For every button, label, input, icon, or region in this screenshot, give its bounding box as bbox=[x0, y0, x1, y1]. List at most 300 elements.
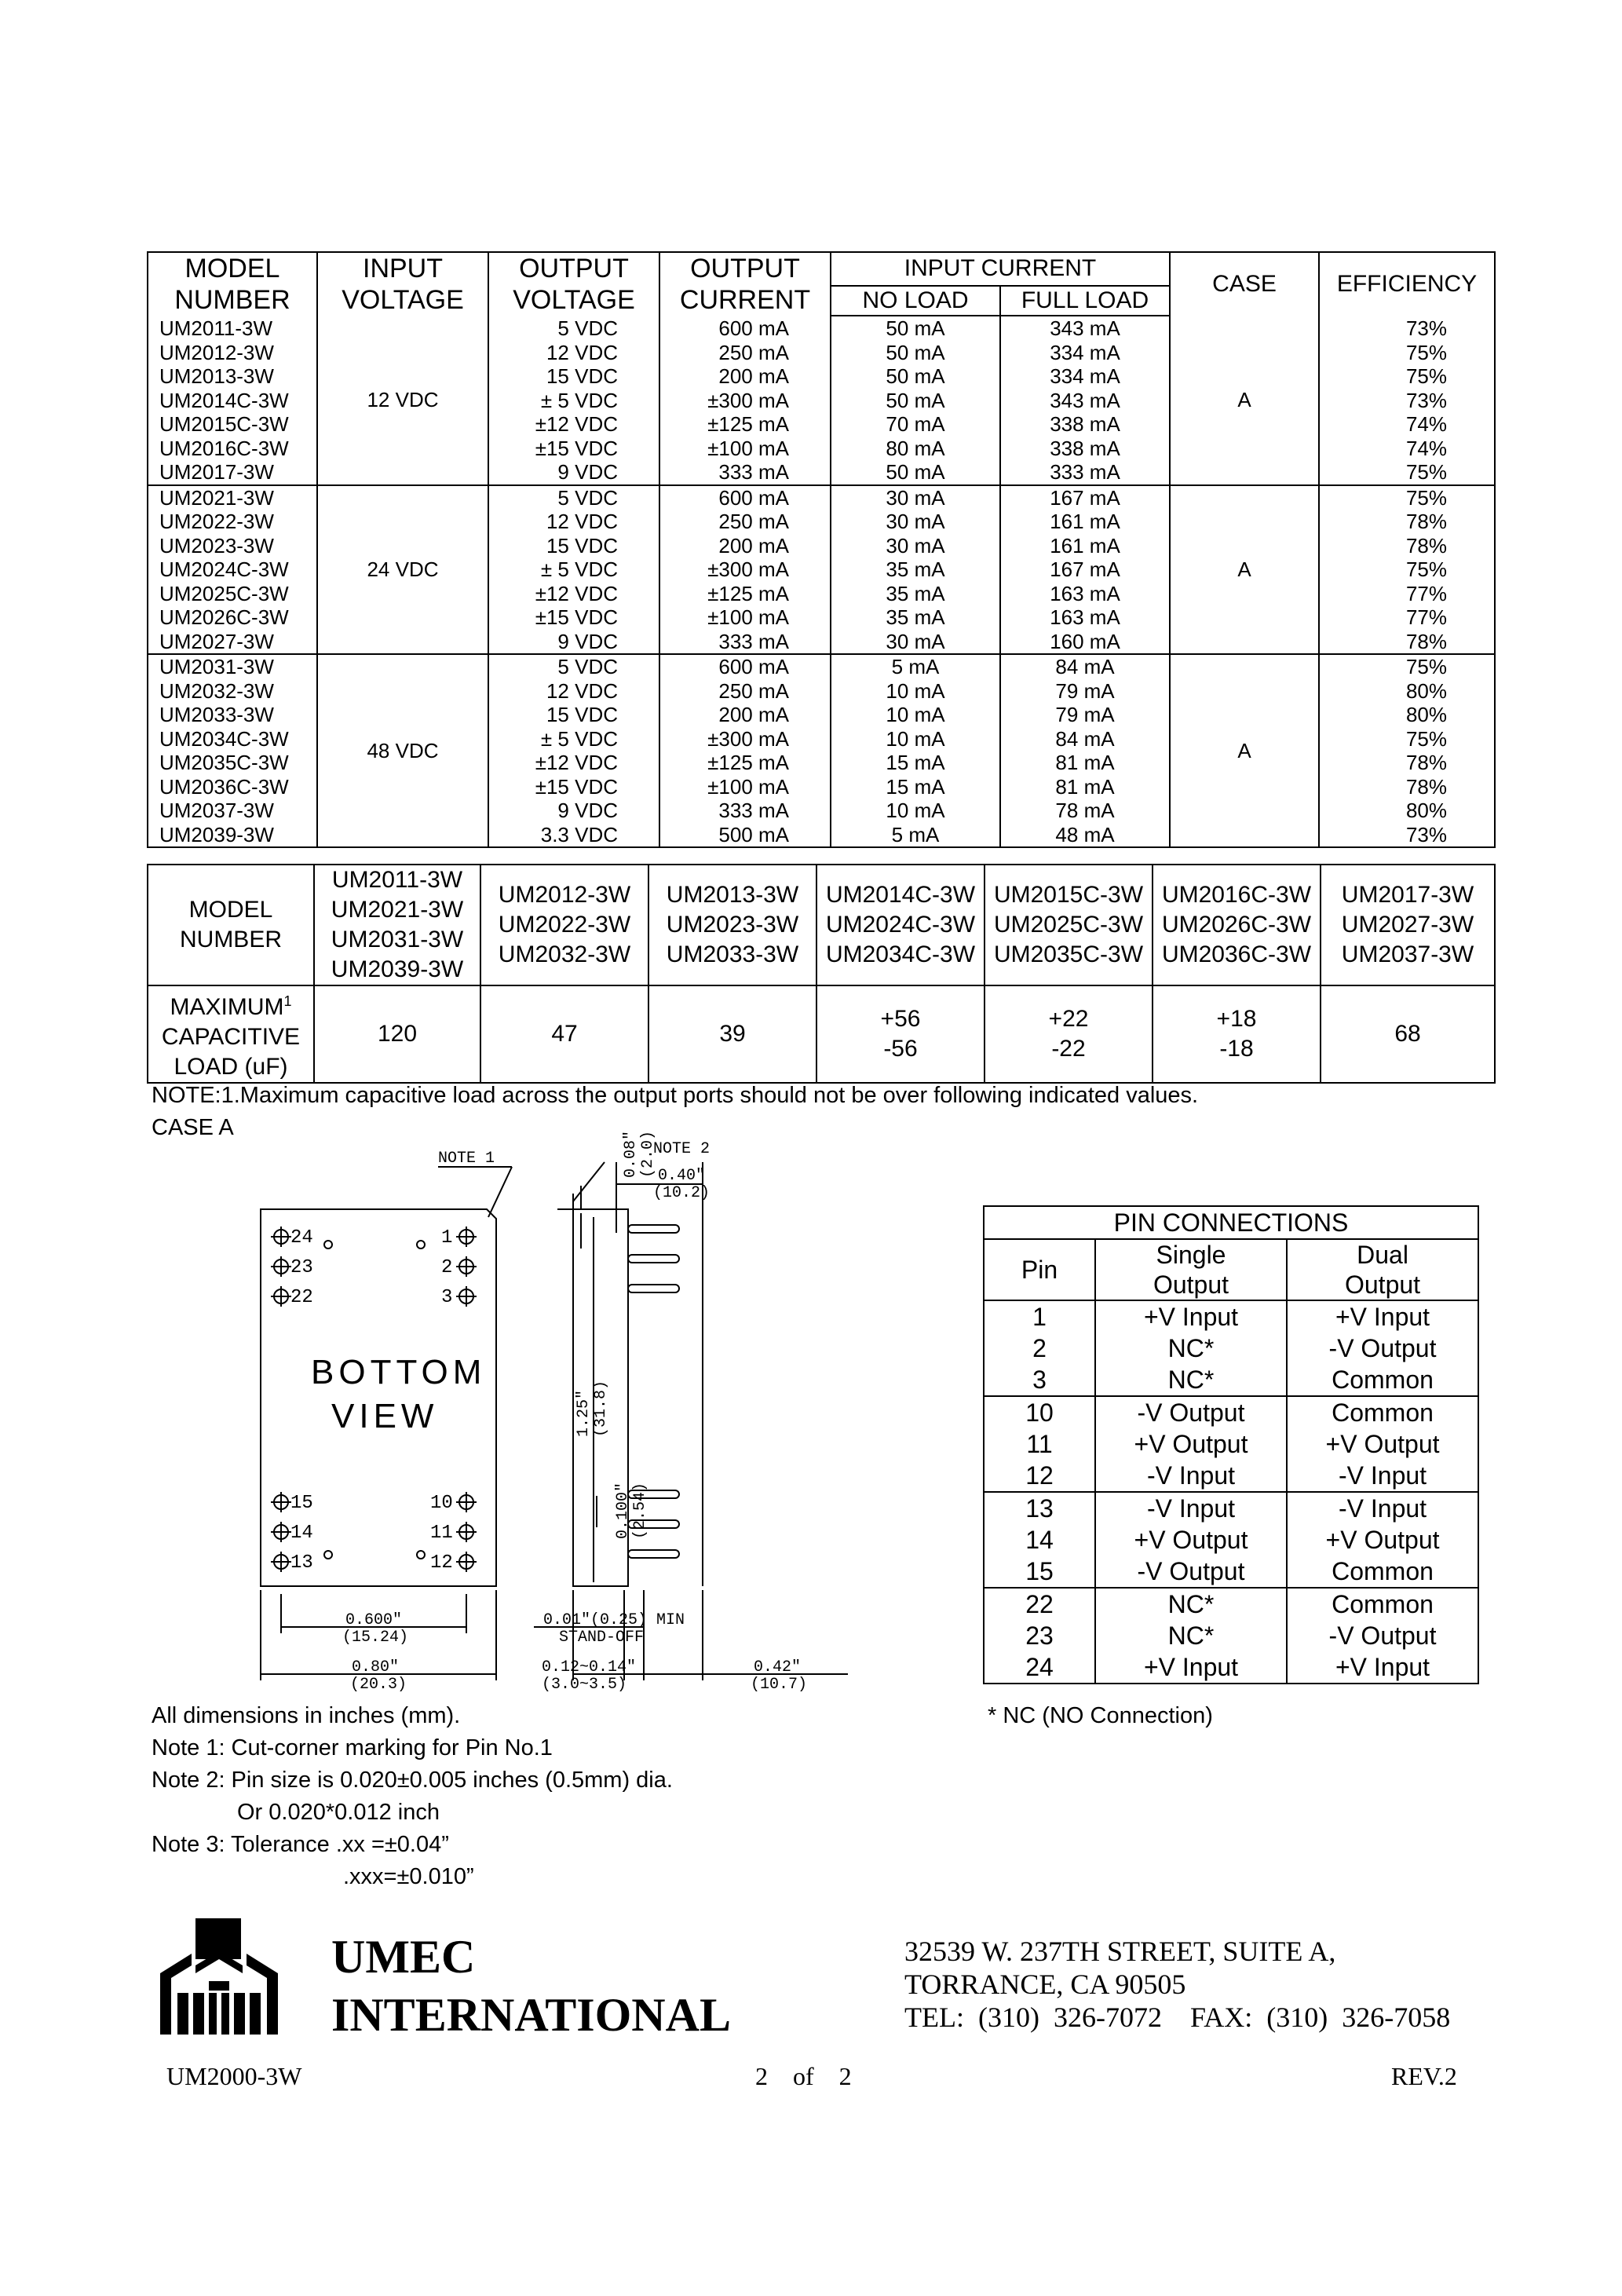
efficiency-cell: 78% bbox=[1319, 534, 1495, 558]
case-cell: A bbox=[1170, 316, 1319, 485]
pin-label-15: 15 bbox=[290, 1493, 313, 1514]
full-load-cell: 48 mA bbox=[1000, 823, 1170, 848]
pin-pin-cell: 23 bbox=[984, 1620, 1095, 1651]
efficiency-cell: 80% bbox=[1319, 703, 1495, 727]
no-load-cell: 50 mA bbox=[831, 316, 1000, 341]
table-row bbox=[984, 1524, 1478, 1556]
pin-dual-cell: Common bbox=[1287, 1396, 1478, 1428]
output-voltage-cell: 12 VDC bbox=[488, 341, 659, 365]
efficiency-cell: 75% bbox=[1319, 654, 1495, 679]
output-current-cell: 200 mA bbox=[659, 534, 831, 558]
cap-models-cell bbox=[648, 865, 816, 985]
efficiency-cell: 78% bbox=[1319, 751, 1495, 775]
table-row bbox=[984, 1460, 1478, 1492]
case-cell: A bbox=[1170, 485, 1319, 655]
no-load-cell: 35 mA bbox=[831, 582, 1000, 606]
output-voltage-cell: 9 VDC bbox=[488, 460, 659, 485]
cap-value-cell bbox=[480, 985, 648, 1083]
pin-label-3: 3 bbox=[441, 1287, 453, 1308]
company-name-1: UMEC bbox=[331, 1931, 476, 1983]
address-line-1: 32539 W. 237TH STREET, SUITE A, bbox=[904, 1936, 1336, 1967]
model-cell: UM2023-3W bbox=[148, 534, 317, 558]
model-cell: UM2016C-3W bbox=[148, 437, 317, 461]
dim-80: 0.80″ bbox=[352, 1658, 400, 1676]
no-load-cell: 10 mA bbox=[831, 799, 1000, 823]
output-current-cell: ±100 mA bbox=[659, 775, 831, 799]
model-cell: UM2011-3W bbox=[148, 316, 317, 341]
pin-pin-cell: 22 bbox=[984, 1588, 1095, 1620]
output-voltage-cell: 3.3 VDC bbox=[488, 823, 659, 848]
output-voltage-cell: ± 5 VDC bbox=[488, 389, 659, 413]
efficiency-cell: 73% bbox=[1319, 389, 1495, 413]
efficiency-cell: 75% bbox=[1319, 460, 1495, 485]
efficiency-cell: 80% bbox=[1319, 679, 1495, 704]
full-load-cell: 84 mA bbox=[1000, 654, 1170, 679]
cap-model: UM2034C-3W bbox=[825, 941, 976, 967]
cap-model: UM2033-3W bbox=[666, 941, 799, 967]
cap-model: UM2015C-3W bbox=[993, 882, 1144, 908]
output-current-cell: ±300 mA bbox=[659, 727, 831, 751]
efficiency-cell: 77% bbox=[1319, 582, 1495, 606]
table-row bbox=[984, 1300, 1478, 1333]
pin-single-cell: +V Output bbox=[1095, 1428, 1287, 1460]
pin-dual-cell: +V Input bbox=[1287, 1300, 1478, 1333]
model-cell: UM2033-3W bbox=[148, 703, 317, 727]
full-load-cell: 334 mA bbox=[1000, 341, 1170, 365]
efficiency-cell: 75% bbox=[1319, 727, 1495, 751]
no-load-cell: 10 mA bbox=[831, 703, 1000, 727]
output-current-cell: 600 mA bbox=[659, 316, 831, 341]
cap-model: UM2039-3W bbox=[331, 956, 464, 982]
dim-12mm: (3.0~3.5) bbox=[542, 1676, 627, 1694]
pin-single-cell: +V Input bbox=[1095, 1300, 1287, 1333]
page-number: 2 of 2 bbox=[755, 2062, 852, 2090]
pins-right-icons bbox=[456, 1227, 477, 1572]
no-load-cell: 10 mA bbox=[831, 679, 1000, 704]
output-current-cell: 250 mA bbox=[659, 510, 831, 534]
no-load-cell: 15 mA bbox=[831, 751, 1000, 775]
drawing-note1: NOTE 1 bbox=[438, 1150, 495, 1168]
pin-pin-cell: 11 bbox=[984, 1428, 1095, 1460]
cap-models-cell bbox=[816, 865, 985, 985]
cap-models-cell bbox=[480, 865, 648, 985]
hdr-output-voltage: OUTPUT VOLTAGE bbox=[488, 252, 659, 316]
pin-label-12: 12 bbox=[430, 1552, 453, 1574]
output-current-cell: 600 mA bbox=[659, 485, 831, 510]
output-voltage-cell: ± 5 VDC bbox=[488, 727, 659, 751]
full-load-cell: 161 mA bbox=[1000, 534, 1170, 558]
output-current-cell: ±100 mA bbox=[659, 605, 831, 630]
full-load-cell: 79 mA bbox=[1000, 703, 1170, 727]
output-current-cell: ±300 mA bbox=[659, 558, 831, 582]
efficiency-cell: 74% bbox=[1319, 437, 1495, 461]
pin-pin-cell: 10 bbox=[984, 1396, 1095, 1428]
pin-pin-cell: 24 bbox=[984, 1651, 1095, 1684]
output-voltage-cell: 5 VDC bbox=[488, 485, 659, 510]
pin-pin-cell: 12 bbox=[984, 1460, 1095, 1492]
note-3a: Note 3: Tolerance .xx =±0.04” bbox=[152, 1832, 449, 1857]
dim-100mm: (2.54) bbox=[631, 1482, 649, 1539]
output-current-cell: ±300 mA bbox=[659, 389, 831, 413]
output-voltage-cell: 5 VDC bbox=[488, 654, 659, 679]
output-current-cell: ±125 mA bbox=[659, 751, 831, 775]
bottom-text: BOTTOM bbox=[311, 1353, 487, 1391]
input-voltage-cell: 48 VDC bbox=[317, 654, 488, 847]
full-load-cell: 343 mA bbox=[1000, 389, 1170, 413]
note-2b: Or 0.020*0.012 inch bbox=[237, 1800, 440, 1825]
model-cell: UM2015C-3W bbox=[148, 412, 317, 437]
pin-dual-cell: +V Output bbox=[1287, 1524, 1478, 1556]
pin-single-cell: NC* bbox=[1095, 1333, 1287, 1364]
pin-pin-cell: 1 bbox=[984, 1300, 1095, 1333]
model-cell: UM2012-3W bbox=[148, 341, 317, 365]
dim-125: 1.25″ bbox=[575, 1389, 593, 1437]
cap-value: 39 bbox=[719, 1021, 746, 1047]
full-load-cell: 334 mA bbox=[1000, 364, 1170, 389]
model-cell: UM2035C-3W bbox=[148, 751, 317, 775]
cap-value-cell bbox=[1321, 985, 1495, 1083]
pin-label-22: 22 bbox=[290, 1287, 313, 1308]
output-voltage-cell: ± 5 VDC bbox=[488, 558, 659, 582]
full-load-cell: 163 mA bbox=[1000, 582, 1170, 606]
cap-model: UM2025C-3W bbox=[993, 912, 1144, 938]
dim-standoff2: STAND-OFF bbox=[559, 1629, 645, 1647]
full-load-cell: 163 mA bbox=[1000, 605, 1170, 630]
dim-08: 0.08″ bbox=[622, 1131, 640, 1178]
pin-dual-cell: +V Input bbox=[1287, 1651, 1478, 1684]
full-load-cell: 167 mA bbox=[1000, 558, 1170, 582]
cap-value: +56 bbox=[880, 1006, 921, 1032]
output-current-cell: 333 mA bbox=[659, 630, 831, 655]
model-cell: UM2025C-3W bbox=[148, 582, 317, 606]
output-current-cell: ±125 mA bbox=[659, 582, 831, 606]
company-name-2: INTERNATIONAL bbox=[331, 1989, 731, 2041]
full-load-cell: 160 mA bbox=[1000, 630, 1170, 655]
pin-label-24: 24 bbox=[290, 1227, 313, 1249]
view-text: VIEW bbox=[331, 1397, 439, 1435]
output-current-cell: 333 mA bbox=[659, 460, 831, 485]
full-load-cell: 167 mA bbox=[1000, 485, 1170, 510]
no-load-cell: 30 mA bbox=[831, 485, 1000, 510]
dim-08mm: (2.0) bbox=[639, 1131, 657, 1178]
hdr-full-load: FULL LOAD bbox=[1000, 286, 1170, 316]
full-load-cell: 338 mA bbox=[1000, 437, 1170, 461]
cap-value-cell bbox=[314, 985, 480, 1083]
model-cell: UM2013-3W bbox=[148, 364, 317, 389]
pin-label-13: 13 bbox=[290, 1552, 313, 1574]
pin-pin-cell: 13 bbox=[984, 1492, 1095, 1524]
efficiency-cell: 73% bbox=[1319, 316, 1495, 341]
cap-model: UM2016C-3W bbox=[1161, 882, 1312, 908]
no-load-cell: 30 mA bbox=[831, 534, 1000, 558]
single-output-header: Single Output bbox=[1095, 1239, 1287, 1300]
output-voltage-cell: 15 VDC bbox=[488, 534, 659, 558]
dual-output-header: Dual Output bbox=[1287, 1239, 1478, 1300]
pins-left-icons bbox=[271, 1227, 291, 1572]
cap-model: UM2027-3W bbox=[1341, 912, 1474, 938]
no-load-cell: 35 mA bbox=[831, 605, 1000, 630]
pin-dual-cell: Common bbox=[1287, 1588, 1478, 1620]
note-1: Note 1: Cut-corner marking for Pin No.1 bbox=[152, 1735, 553, 1760]
pin-pin-cell: 2 bbox=[984, 1333, 1095, 1364]
table-row bbox=[148, 654, 1495, 679]
table-row bbox=[984, 1364, 1478, 1396]
output-current-cell: 200 mA bbox=[659, 703, 831, 727]
pin-dual-cell: -V Output bbox=[1287, 1333, 1478, 1364]
case-cell: A bbox=[1170, 654, 1319, 847]
spec-table bbox=[147, 251, 1496, 848]
dim-42mm: (10.7) bbox=[751, 1676, 808, 1694]
pin-label-1: 1 bbox=[441, 1227, 453, 1249]
output-voltage-cell: 9 VDC bbox=[488, 799, 659, 823]
dim-42: 0.42″ bbox=[754, 1658, 802, 1676]
no-load-cell: 50 mA bbox=[831, 341, 1000, 365]
dim-40: 0.40″ bbox=[658, 1167, 706, 1185]
table-row bbox=[148, 485, 1495, 510]
model-cell: UM2034C-3W bbox=[148, 727, 317, 751]
cap-value: -18 bbox=[1219, 1036, 1254, 1062]
full-load-cell: 78 mA bbox=[1000, 799, 1170, 823]
cap-model: UM2024C-3W bbox=[825, 912, 976, 938]
dim-80mm: (20.3) bbox=[350, 1676, 407, 1694]
dim-125mm: (31.8) bbox=[592, 1380, 610, 1437]
pin-single-cell: +V Input bbox=[1095, 1651, 1287, 1684]
output-current-cell: ±125 mA bbox=[659, 412, 831, 437]
cap-model-label: MODEL NUMBER bbox=[148, 865, 314, 985]
cap-value-cell bbox=[816, 985, 985, 1083]
table-row bbox=[984, 1492, 1478, 1524]
full-load-cell: 81 mA bbox=[1000, 751, 1170, 775]
pin-dual-cell: -V Input bbox=[1287, 1460, 1478, 1492]
model-cell: UM2039-3W bbox=[148, 823, 317, 848]
pin-single-cell: +V Output bbox=[1095, 1524, 1287, 1556]
pin-header: Pin bbox=[984, 1239, 1095, 1300]
output-current-cell: 250 mA bbox=[659, 341, 831, 365]
note-3b: .xxx=±0.010” bbox=[343, 1864, 474, 1889]
doc-number: UM2000-3W bbox=[166, 2062, 302, 2090]
model-cell: UM2037-3W bbox=[148, 799, 317, 823]
cap-value-cell bbox=[985, 985, 1153, 1083]
pin-single-cell: -V Input bbox=[1095, 1460, 1287, 1492]
efficiency-cell: 73% bbox=[1319, 823, 1495, 848]
full-load-cell: 333 mA bbox=[1000, 460, 1170, 485]
full-load-cell: 343 mA bbox=[1000, 316, 1170, 341]
cap-model: UM2026C-3W bbox=[1161, 912, 1312, 938]
note-capacitive: NOTE:1.Maximum capacitive load across the output ports should not be over following indicated values. bbox=[152, 1083, 1199, 1108]
cap-value: 68 bbox=[1394, 1021, 1421, 1047]
cap-model: UM2012-3W bbox=[498, 882, 631, 908]
output-voltage-cell: 12 VDC bbox=[488, 510, 659, 534]
pin-connections-table bbox=[983, 1205, 1479, 1684]
efficiency-cell: 80% bbox=[1319, 799, 1495, 823]
pin-pin-cell: 15 bbox=[984, 1556, 1095, 1588]
address-line-3: TEL: (310) 326-7072 FAX: (310) 326-7058 bbox=[904, 2002, 1451, 2033]
table-row bbox=[984, 1620, 1478, 1651]
nc-footnote: * NC (NO Connection) bbox=[988, 1703, 1213, 1728]
model-cell: UM2031-3W bbox=[148, 654, 317, 679]
model-cell: UM2027-3W bbox=[148, 630, 317, 655]
address-line-2: TORRANCE, CA 90505 bbox=[904, 1969, 1186, 2000]
pin-single-cell: -V Input bbox=[1095, 1492, 1287, 1524]
no-load-cell: 80 mA bbox=[831, 437, 1000, 461]
output-voltage-cell: ±12 VDC bbox=[488, 412, 659, 437]
output-current-cell: 250 mA bbox=[659, 679, 831, 704]
case-a-label: CASE A bbox=[152, 1115, 234, 1140]
pin-single-cell: -V Output bbox=[1095, 1396, 1287, 1428]
pin-pin-cell: 14 bbox=[984, 1524, 1095, 1556]
case-a-drawing bbox=[236, 1131, 864, 1696]
table-row bbox=[984, 1333, 1478, 1364]
efficiency-cell: 75% bbox=[1319, 485, 1495, 510]
output-voltage-cell: ±15 VDC bbox=[488, 437, 659, 461]
no-load-cell: 5 mA bbox=[831, 654, 1000, 679]
output-current-cell: ±100 mA bbox=[659, 437, 831, 461]
pin-dual-cell: Common bbox=[1287, 1364, 1478, 1396]
model-cell: UM2026C-3W bbox=[148, 605, 317, 630]
model-cell: UM2024C-3W bbox=[148, 558, 317, 582]
efficiency-cell: 78% bbox=[1319, 510, 1495, 534]
pin-dual-cell: -V Input bbox=[1287, 1492, 1478, 1524]
efficiency-cell: 75% bbox=[1319, 341, 1495, 365]
output-current-cell: 600 mA bbox=[659, 654, 831, 679]
input-voltage-cell: 12 VDC bbox=[317, 316, 488, 485]
cap-value: 120 bbox=[377, 1021, 418, 1047]
cap-value: 47 bbox=[551, 1021, 578, 1047]
cap-models-cell bbox=[985, 865, 1153, 985]
cap-value: +18 bbox=[1216, 1006, 1257, 1032]
cap-model: UM2031-3W bbox=[331, 927, 464, 952]
table-row bbox=[984, 1651, 1478, 1684]
capacitive-load-table bbox=[147, 864, 1496, 1084]
output-voltage-cell: 15 VDC bbox=[488, 703, 659, 727]
hdr-efficiency: EFFICIENCY bbox=[1319, 252, 1495, 316]
table-row bbox=[984, 1588, 1478, 1620]
model-cell: UM2032-3W bbox=[148, 679, 317, 704]
model-cell: UM2021-3W bbox=[148, 485, 317, 510]
dim-12: 0.12~0.14″ bbox=[542, 1658, 637, 1676]
pin-single-cell: NC* bbox=[1095, 1588, 1287, 1620]
output-current-cell: 333 mA bbox=[659, 799, 831, 823]
output-current-cell: 200 mA bbox=[659, 364, 831, 389]
no-load-cell: 70 mA bbox=[831, 412, 1000, 437]
cap-load-label: MAXIMUM$^1$ CAPACITIVE LOAD (uF) bbox=[148, 985, 314, 1083]
dims-note: All dimensions in inches (mm). bbox=[152, 1703, 461, 1728]
output-voltage-cell: ±12 VDC bbox=[488, 751, 659, 775]
model-cell: UM2014C-3W bbox=[148, 389, 317, 413]
full-load-cell: 84 mA bbox=[1000, 727, 1170, 751]
dim-600: 0.600″ bbox=[345, 1611, 403, 1629]
model-cell: UM2036C-3W bbox=[148, 775, 317, 799]
cap-model: UM2032-3W bbox=[498, 941, 631, 967]
no-load-cell: 50 mA bbox=[831, 389, 1000, 413]
pin-single-cell: NC* bbox=[1095, 1364, 1287, 1396]
efficiency-cell: 78% bbox=[1319, 630, 1495, 655]
pin-label-2: 2 bbox=[441, 1257, 453, 1278]
no-load-cell: 15 mA bbox=[831, 775, 1000, 799]
no-load-cell: 30 mA bbox=[831, 510, 1000, 534]
model-cell: UM2022-3W bbox=[148, 510, 317, 534]
dim-100: 0.100″ bbox=[614, 1482, 632, 1539]
table-row bbox=[984, 1396, 1478, 1428]
efficiency-cell: 77% bbox=[1319, 605, 1495, 630]
output-voltage-cell: 15 VDC bbox=[488, 364, 659, 389]
hdr-model: MODEL NUMBER bbox=[148, 252, 317, 316]
cap-model: UM2014C-3W bbox=[825, 882, 976, 908]
cap-models-cell bbox=[1321, 865, 1495, 985]
cap-model: UM2021-3W bbox=[331, 897, 464, 923]
efficiency-cell: 78% bbox=[1319, 775, 1495, 799]
revision: REV.2 bbox=[1391, 2062, 1457, 2090]
pin-dual-cell: Common bbox=[1287, 1556, 1478, 1588]
cap-value: -22 bbox=[1051, 1036, 1086, 1062]
no-load-cell: 5 mA bbox=[831, 823, 1000, 848]
pin-label-11: 11 bbox=[430, 1523, 453, 1544]
table-row bbox=[984, 1428, 1478, 1460]
output-voltage-cell: 9 VDC bbox=[488, 630, 659, 655]
pin-pin-cell: 3 bbox=[984, 1364, 1095, 1396]
no-load-cell: 10 mA bbox=[831, 727, 1000, 751]
cap-model: UM2035C-3W bbox=[993, 941, 1144, 967]
dim-standoff: 0.01″(0.25) MIN bbox=[543, 1611, 685, 1629]
pin-label-10: 10 bbox=[430, 1493, 453, 1514]
efficiency-cell: 74% bbox=[1319, 412, 1495, 437]
output-voltage-cell: ±15 VDC bbox=[488, 605, 659, 630]
pin-dual-cell: -V Output bbox=[1287, 1620, 1478, 1651]
cap-model: UM2037-3W bbox=[1341, 941, 1474, 967]
full-load-cell: 161 mA bbox=[1000, 510, 1170, 534]
output-voltage-cell: 12 VDC bbox=[488, 679, 659, 704]
pin-dual-cell: +V Output bbox=[1287, 1428, 1478, 1460]
input-voltage-cell: 24 VDC bbox=[317, 485, 488, 655]
cap-model: UM2017-3W bbox=[1341, 882, 1474, 908]
output-voltage-cell: ±15 VDC bbox=[488, 775, 659, 799]
full-load-cell: 338 mA bbox=[1000, 412, 1170, 437]
table-row bbox=[984, 1556, 1478, 1588]
cap-value: -56 bbox=[883, 1036, 918, 1062]
no-load-cell: 50 mA bbox=[831, 364, 1000, 389]
efficiency-cell: 75% bbox=[1319, 558, 1495, 582]
cap-model: UM2022-3W bbox=[498, 912, 631, 938]
cap-value-cell bbox=[1153, 985, 1321, 1083]
pin-label-14: 14 bbox=[290, 1523, 313, 1544]
full-load-cell: 79 mA bbox=[1000, 679, 1170, 704]
no-load-cell: 50 mA bbox=[831, 460, 1000, 485]
cap-value-cell bbox=[648, 985, 816, 1083]
pin-single-cell: NC* bbox=[1095, 1620, 1287, 1651]
umec-logo-icon bbox=[160, 1918, 278, 2036]
no-load-cell: 30 mA bbox=[831, 630, 1000, 655]
pin-table-title: PIN CONNECTIONS bbox=[984, 1206, 1478, 1239]
efficiency-cell: 75% bbox=[1319, 364, 1495, 389]
note-2a: Note 2: Pin size is 0.020±0.005 inches (0.5mm) dia. bbox=[152, 1768, 673, 1793]
cap-model: UM2036C-3W bbox=[1161, 941, 1312, 967]
pin-single-cell: -V Output bbox=[1095, 1556, 1287, 1588]
cap-value: +22 bbox=[1048, 1006, 1089, 1032]
cap-models-cell bbox=[1153, 865, 1321, 985]
dim-40mm: (10.2) bbox=[653, 1184, 711, 1202]
cap-model: UM2013-3W bbox=[666, 882, 799, 908]
hdr-no-load: NO LOAD bbox=[831, 286, 1000, 316]
hdr-output-current: OUTPUT CURRENT bbox=[659, 252, 831, 316]
no-load-cell: 35 mA bbox=[831, 558, 1000, 582]
output-voltage-cell: ±12 VDC bbox=[488, 582, 659, 606]
cap-models-cell bbox=[314, 865, 480, 985]
cap-model: UM2023-3W bbox=[666, 912, 799, 938]
cap-model: UM2011-3W bbox=[331, 867, 463, 893]
pin-label-23: 23 bbox=[290, 1257, 313, 1278]
drawing-note2: NOTE 2 bbox=[653, 1140, 711, 1158]
output-voltage-cell: 5 VDC bbox=[488, 316, 659, 341]
